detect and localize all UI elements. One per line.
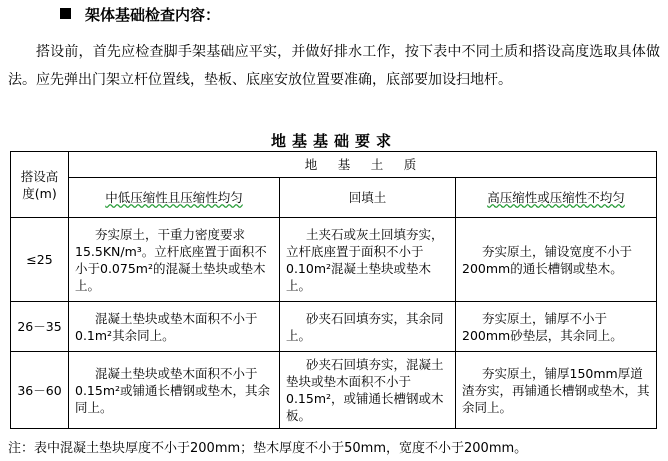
foundation-requirements-table	[10, 151, 657, 429]
table-cell: 砂夹石回填夯实，其余同上。	[280, 302, 456, 352]
table-cell: 土夹石或灰土回填夯实，立杆底座置于面积不小于0.10m²混凝土垫块或垫木上。	[280, 218, 456, 302]
table-cell: 夯实原土，铺厚不小于200mm砂垫层，其余同上。	[456, 302, 657, 352]
height-cell: 36－60	[11, 352, 69, 429]
table-row	[11, 218, 657, 302]
section-heading	[60, 4, 220, 25]
table-note: 注：表中混凝土垫块厚度不小于200mm；垫木厚度不小于50mm，宽度不小于200mm。	[8, 441, 528, 456]
table-title: 地基基础要求	[270, 132, 397, 150]
table-cell: 混凝土垫块或垫木面积不小于0.15m²或铺通长槽钢或垫木，其余同上。	[69, 352, 280, 429]
column-header: 高压缩性或压缩性不均匀	[456, 178, 657, 218]
table-row	[11, 352, 657, 429]
table-cell: 混凝土垫块或垫木面积不小于0.1m²其余同上。	[69, 302, 280, 352]
height-cell: ≤25	[11, 218, 69, 302]
height-header: 搭设高度(m)	[11, 152, 69, 218]
table-cell: 夯实原土，干重力密度要求15.5KN/m³。立杆底座置于面积不小于0.075m²的混凝土垫块或垫木上。	[69, 218, 280, 302]
height-cell: 26－35	[11, 302, 69, 352]
soil-header: 地 基 土 质	[69, 152, 657, 178]
intro-paragraph: 搭设前，首先应检查脚手架基础应平实，并做好排水工作，按下表中不同土质和搭设高度选取具体做法。应先弹出门架立杆位置线，垫板、底座安放位置要准确，底部要加设扫地杆。	[8, 44, 660, 88]
square-bullet-icon	[60, 8, 71, 19]
table-row	[11, 302, 657, 352]
column-header: 回填土	[280, 178, 456, 218]
column-header: 中低压缩性且压缩性均匀	[69, 178, 280, 218]
heading-text: 架体基础检查内容：	[85, 6, 221, 24]
table-cell: 砂夹石回填夯实，混凝土垫块或垫木面积不小于0.15m²，或铺通长槽钢或木板。	[280, 352, 456, 429]
table-cell: 夯实原土，铺设宽度不小于200mm的通长槽钢或垫木。	[456, 218, 657, 302]
table-cell: 夯实原土，铺厚150mm厚道渣夯实，再铺通长槽钢或垫木，其余同上。	[456, 352, 657, 429]
